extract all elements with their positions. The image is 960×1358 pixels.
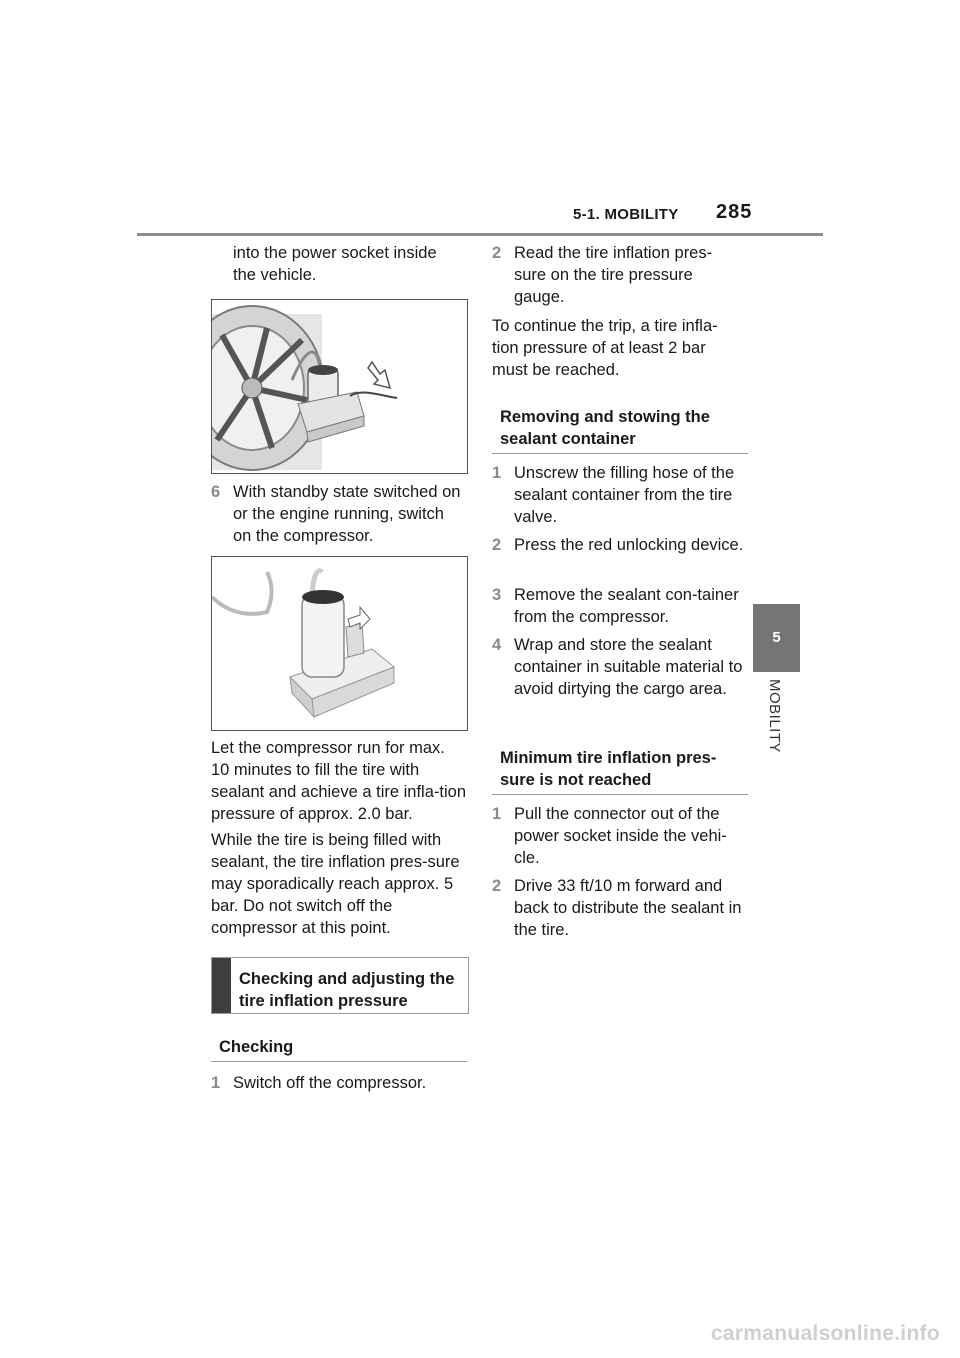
instruction-filling-note: While the tire is being filled with sealant, the tire inflation pres-sure may sporadically reach approx. 5 bar. Do not switch off the compressor at this point.	[211, 831, 460, 937]
step-number: 1	[492, 805, 502, 823]
step-number: 2	[492, 536, 502, 554]
section-header: 5-1. MOBILITY	[573, 206, 679, 223]
page-number: 285	[716, 201, 753, 223]
step-a-1	[492, 462, 744, 528]
step-text: Drive 33 ft/10 m forward and back to distribute the sealant in the tire.	[514, 877, 742, 939]
instruction-minimum-pressure: To continue the trip, a tire infla-tion pressure of at least 2 bar must be reached.	[492, 317, 718, 379]
compressor-switch-illustration	[212, 557, 467, 730]
step-text: Unscrew the filling hose of the sealant container from the tire valve.	[514, 464, 735, 526]
header-rule	[137, 233, 823, 236]
subheading-checking	[211, 1026, 467, 1062]
step-number: 6	[211, 483, 221, 501]
subheading-minimum-not-reached	[492, 737, 748, 795]
step-text: Press the red unlocking device.	[514, 536, 744, 554]
step-6	[211, 481, 463, 547]
heading-text: Minimum tire inflation pres-sure is not reached	[500, 749, 717, 789]
step-number: 1	[492, 464, 502, 482]
chapter-tab[interactable]: 5	[753, 604, 800, 672]
step-text: With standby state switched on or the engine running, switch on the compressor.	[233, 483, 461, 545]
step-2-read-pressure	[492, 242, 744, 308]
intro-text: into the power socket inside the vehicle.	[233, 244, 437, 284]
chapter-tab-label: MOBILITY	[766, 679, 783, 754]
step-b-2	[492, 875, 744, 941]
step-text: Wrap and store the sealant container in suitable material to avoid dirtying the cargo area.	[514, 636, 743, 698]
figure-compressor-switch	[211, 556, 468, 731]
subheading-removing-stowing	[492, 396, 748, 454]
step-number: 1	[211, 1074, 221, 1092]
section-heading-checking-adjusting	[211, 957, 469, 1014]
heading-text: Checking	[219, 1038, 294, 1056]
heading-text: Checking and adjusting the tire inflation pressure	[239, 970, 455, 1010]
step-text: Switch off the compressor.	[233, 1074, 427, 1092]
compressor-hose-illustration	[212, 300, 467, 473]
step-a-4	[492, 634, 744, 722]
step-a-2	[492, 534, 744, 578]
heading-text: Removing and stowing the sealant container	[500, 408, 710, 448]
step-a-3	[492, 584, 744, 628]
step-text: Pull the connector out of the power socket inside the vehi-cle.	[514, 805, 727, 867]
step-number: 2	[492, 877, 502, 895]
figure-compressor-connected	[211, 299, 468, 474]
watermark: carmanualsonline.info	[710, 1322, 940, 1345]
step-number: 3	[492, 586, 502, 604]
step-number: 2	[492, 244, 502, 262]
step-text: Read the tire inflation pres-sure on the tire pressure gauge.	[514, 244, 713, 306]
heading-marker	[212, 958, 231, 1013]
step-b-1	[492, 803, 744, 869]
step-text: Remove the sealant con-tainer from the compressor.	[514, 586, 739, 626]
step-number: 4	[492, 636, 502, 654]
step-1-switch-off	[211, 1072, 463, 1094]
instruction-run-time: Let the compressor run for max. 10 minutes to fill the tire with sealant and achieve a tire infla-tion pressure of approx. 2.0 bar.	[211, 739, 466, 823]
